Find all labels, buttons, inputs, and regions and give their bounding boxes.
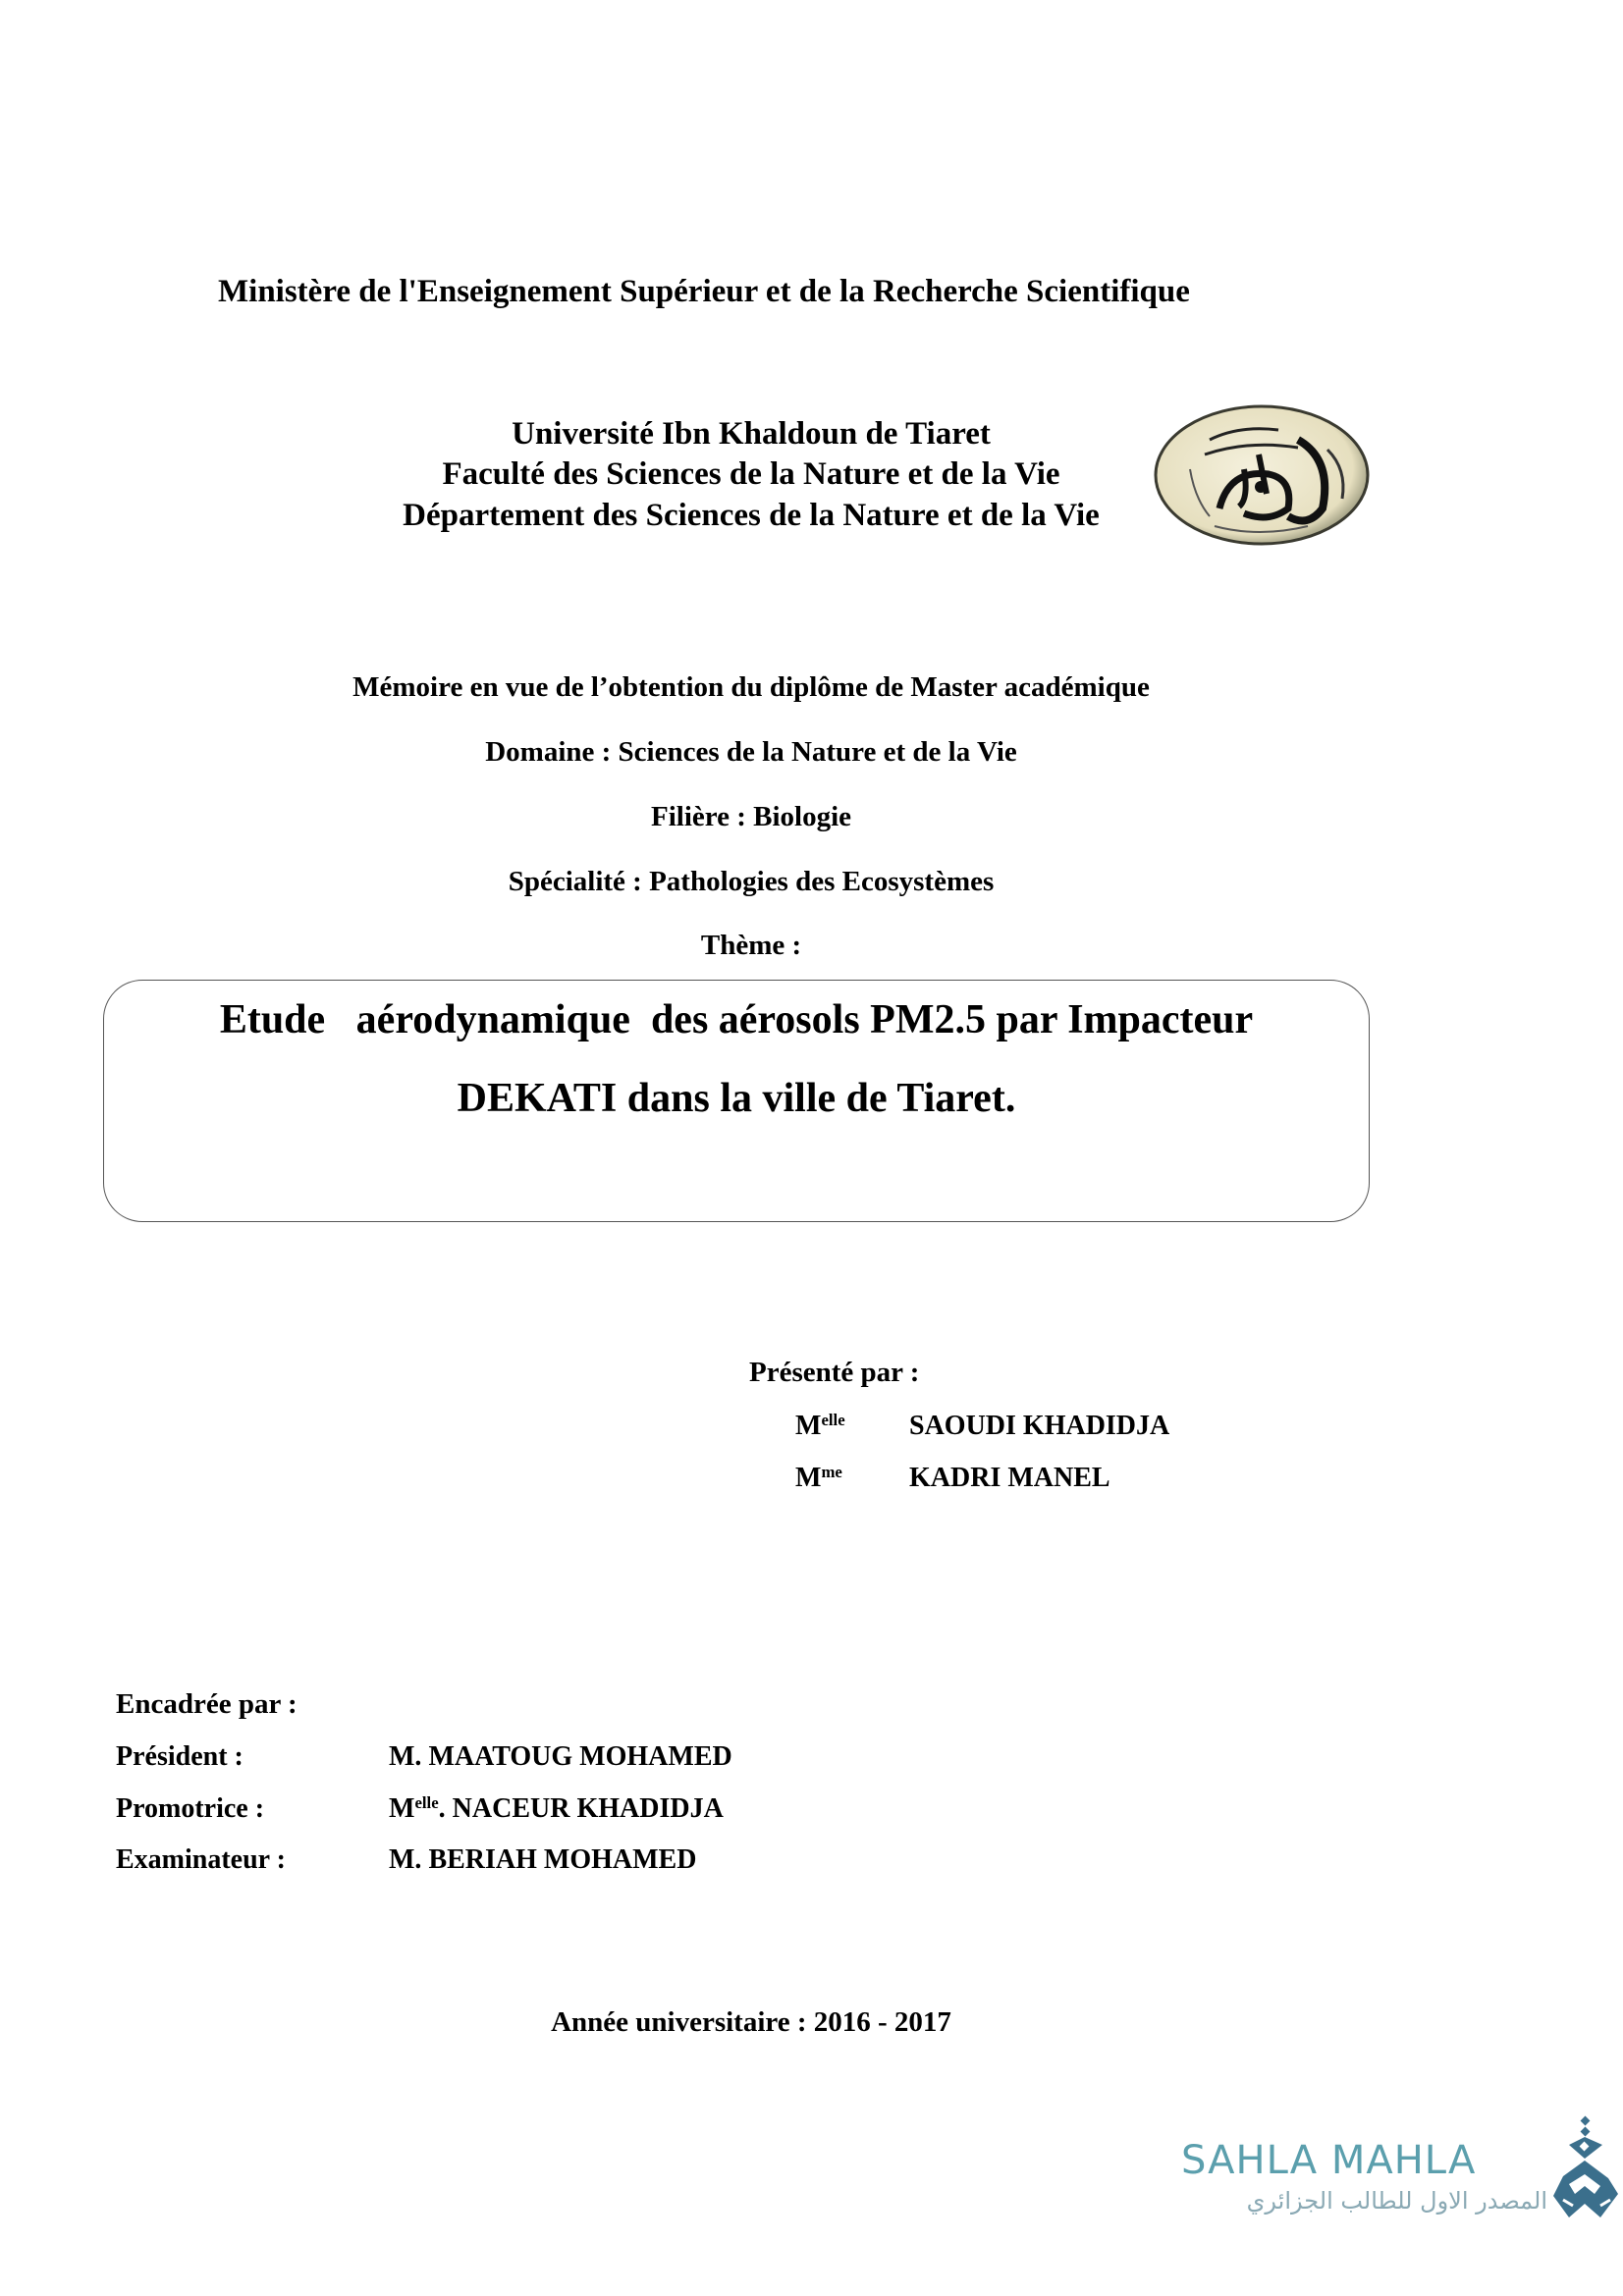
ministry-heading: Ministère de l'Enseignement Supérieur et de la Recherche Scientifique xyxy=(218,274,1190,309)
jury-member-name: $M^{elle}$. NACEUR KHADIDJA xyxy=(389,1792,724,1824)
thesis-title-line-2: DEKATI dans la ville de Tiaret. xyxy=(457,1076,1016,1121)
jury-role: Président : xyxy=(116,1741,243,1772)
student-name: SAOUDI KHADIDJA xyxy=(909,1411,1170,1441)
thesis-purpose: Mémoire en vue de l’obtention du diplôme de Master académique xyxy=(352,671,1150,703)
student-title: $M^{me}$ xyxy=(795,1462,842,1493)
university-name: Université Ibn Khaldoun de Tiaret xyxy=(512,416,991,452)
student-name: KADRI MANEL xyxy=(909,1463,1110,1493)
thesis-title-box xyxy=(103,980,1370,1222)
jury-role: Examinateur : xyxy=(116,1844,286,1875)
student-title: $M^{elle}$ xyxy=(795,1410,845,1441)
sahla-mahla-logo-icon xyxy=(1549,2115,1623,2223)
department-name: Département des Sciences de la Nature et de la Vie xyxy=(403,498,1100,533)
presented-by-label: Présenté par : xyxy=(749,1357,920,1388)
academic-year: Année universitaire : 2016 - 2017 xyxy=(551,2006,951,2038)
thesis-domain: Domaine : Sciences de la Nature et de la Vie xyxy=(485,736,1017,768)
jury-member-name: M. BERIAH MOHAMED xyxy=(389,1844,697,1875)
jury-role: Promotrice : xyxy=(116,1793,265,1824)
brand-tagline: المصدر الاول للطالب الجزائري xyxy=(1246,2187,1547,2215)
thesis-title-line-1: Etude aérodynamique des aérosols PM2.5 par Impacteur xyxy=(219,997,1254,1042)
university-seal-icon xyxy=(1151,400,1373,550)
thesis-field: Filière : Biologie xyxy=(650,801,852,832)
footer-watermark xyxy=(1178,2110,1623,2228)
theme-label: Thème : xyxy=(700,930,802,961)
thesis-specialty: Spécialité : Pathologies des Ecosystèmes xyxy=(508,866,995,897)
jury-member-name: M. MAATOUG MOHAMED xyxy=(389,1741,732,1772)
supervised-by-label: Encadrée par : xyxy=(116,1688,298,1720)
faculty-name: Faculté des Sciences de la Nature et de la Vie xyxy=(442,456,1060,492)
brand-name: SAHLA MAHLA xyxy=(1181,2138,1477,2183)
